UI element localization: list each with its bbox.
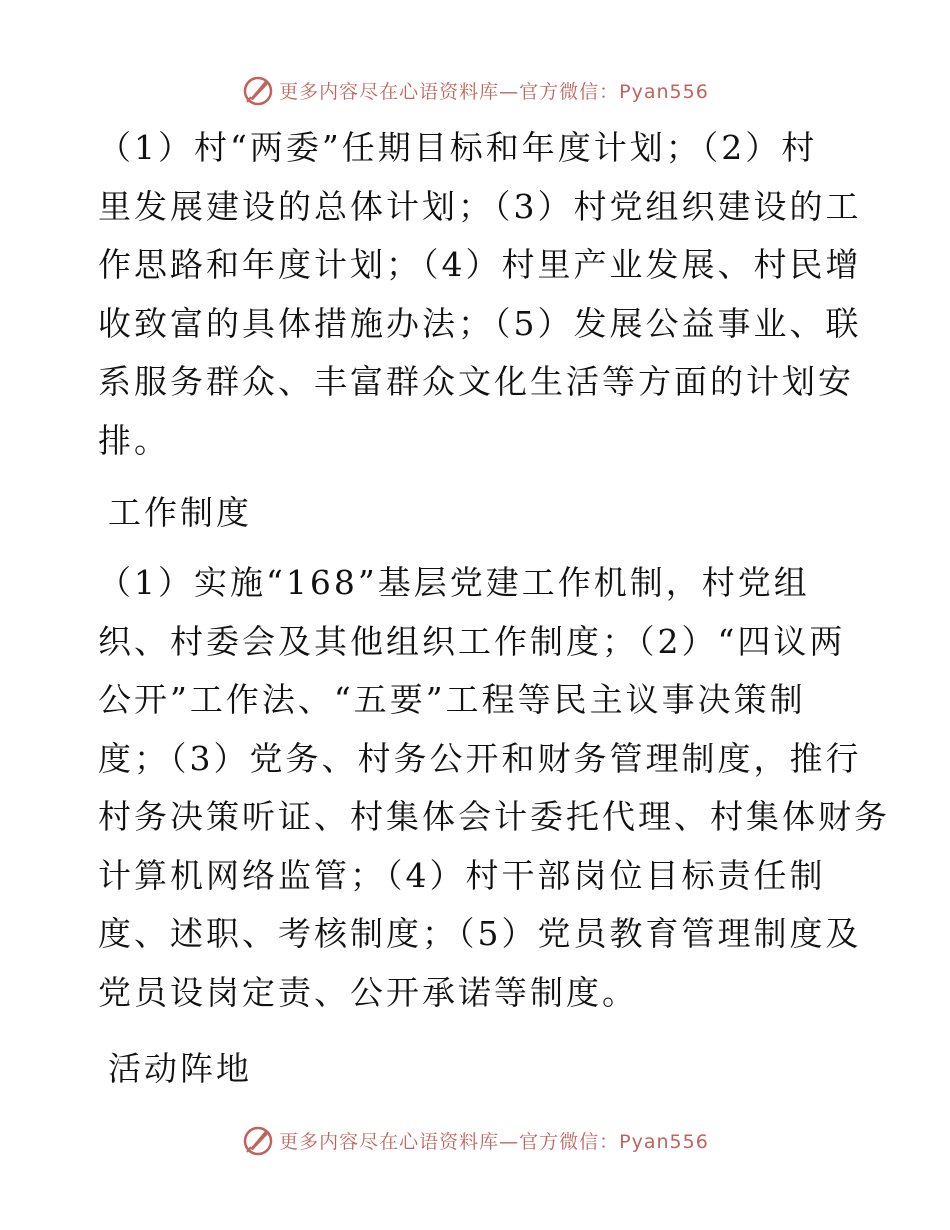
- text-line: 党员设岗定责、公开承诺等制度。: [98, 972, 638, 1012]
- feather-pen-logo-icon: [241, 1123, 275, 1157]
- text-line: 度、述职、考核制度；（5）党员教育管理制度及: [98, 914, 862, 953]
- watermark-text: 更多内容尽在心语资料库—官方微信：Pyan556: [279, 80, 709, 103]
- text-line: （1）实施“168”基层党建工作机制，村党组: [98, 563, 810, 602]
- watermark-text: 更多内容尽在心语资料库—官方微信：Pyan556: [279, 1130, 709, 1153]
- heading-text: 活动阵地: [108, 1049, 252, 1088]
- paragraph-plans: [98, 119, 862, 470]
- feather-pen-logo-icon: [241, 73, 275, 107]
- text-line: 公开”工作法、“五要”工程等民主议事决策制: [98, 680, 806, 719]
- text-line: （1）村“两委”任期目标和年度计划；（2）村: [98, 128, 818, 167]
- text-line: 排。: [98, 420, 170, 460]
- heading-text: 工作制度: [108, 493, 252, 532]
- text-line: 织、村委会及其他组织工作制度；（2）“四议两: [98, 621, 846, 661]
- text-line: 度；（3）党务、村务公开和财务管理制度，推行: [98, 738, 862, 778]
- section-heading-work-system: [108, 484, 868, 543]
- section-heading-activity-venue: [108, 1040, 868, 1099]
- paragraph-work-system: [98, 554, 890, 1022]
- watermark-header: [0, 70, 950, 110]
- text-line: 村务决策听证、村集体会计委托代理、村集体财务: [98, 797, 890, 836]
- text-line: 里发展建设的总体计划；（3）村党组织建设的工: [98, 186, 862, 226]
- watermark-footer: [0, 1120, 950, 1160]
- text-line: 计算机网络监管；（4）村干部岗位目标责任制: [98, 855, 826, 895]
- text-line: 系服务群众、丰富群众文化生活等方面的计划安: [98, 362, 854, 401]
- text-line: 收致富的具体措施办法；（5）发展公益事业、联: [98, 303, 862, 343]
- text-line: 作思路和年度计划；（4）村里产业发展、村民增: [98, 245, 862, 284]
